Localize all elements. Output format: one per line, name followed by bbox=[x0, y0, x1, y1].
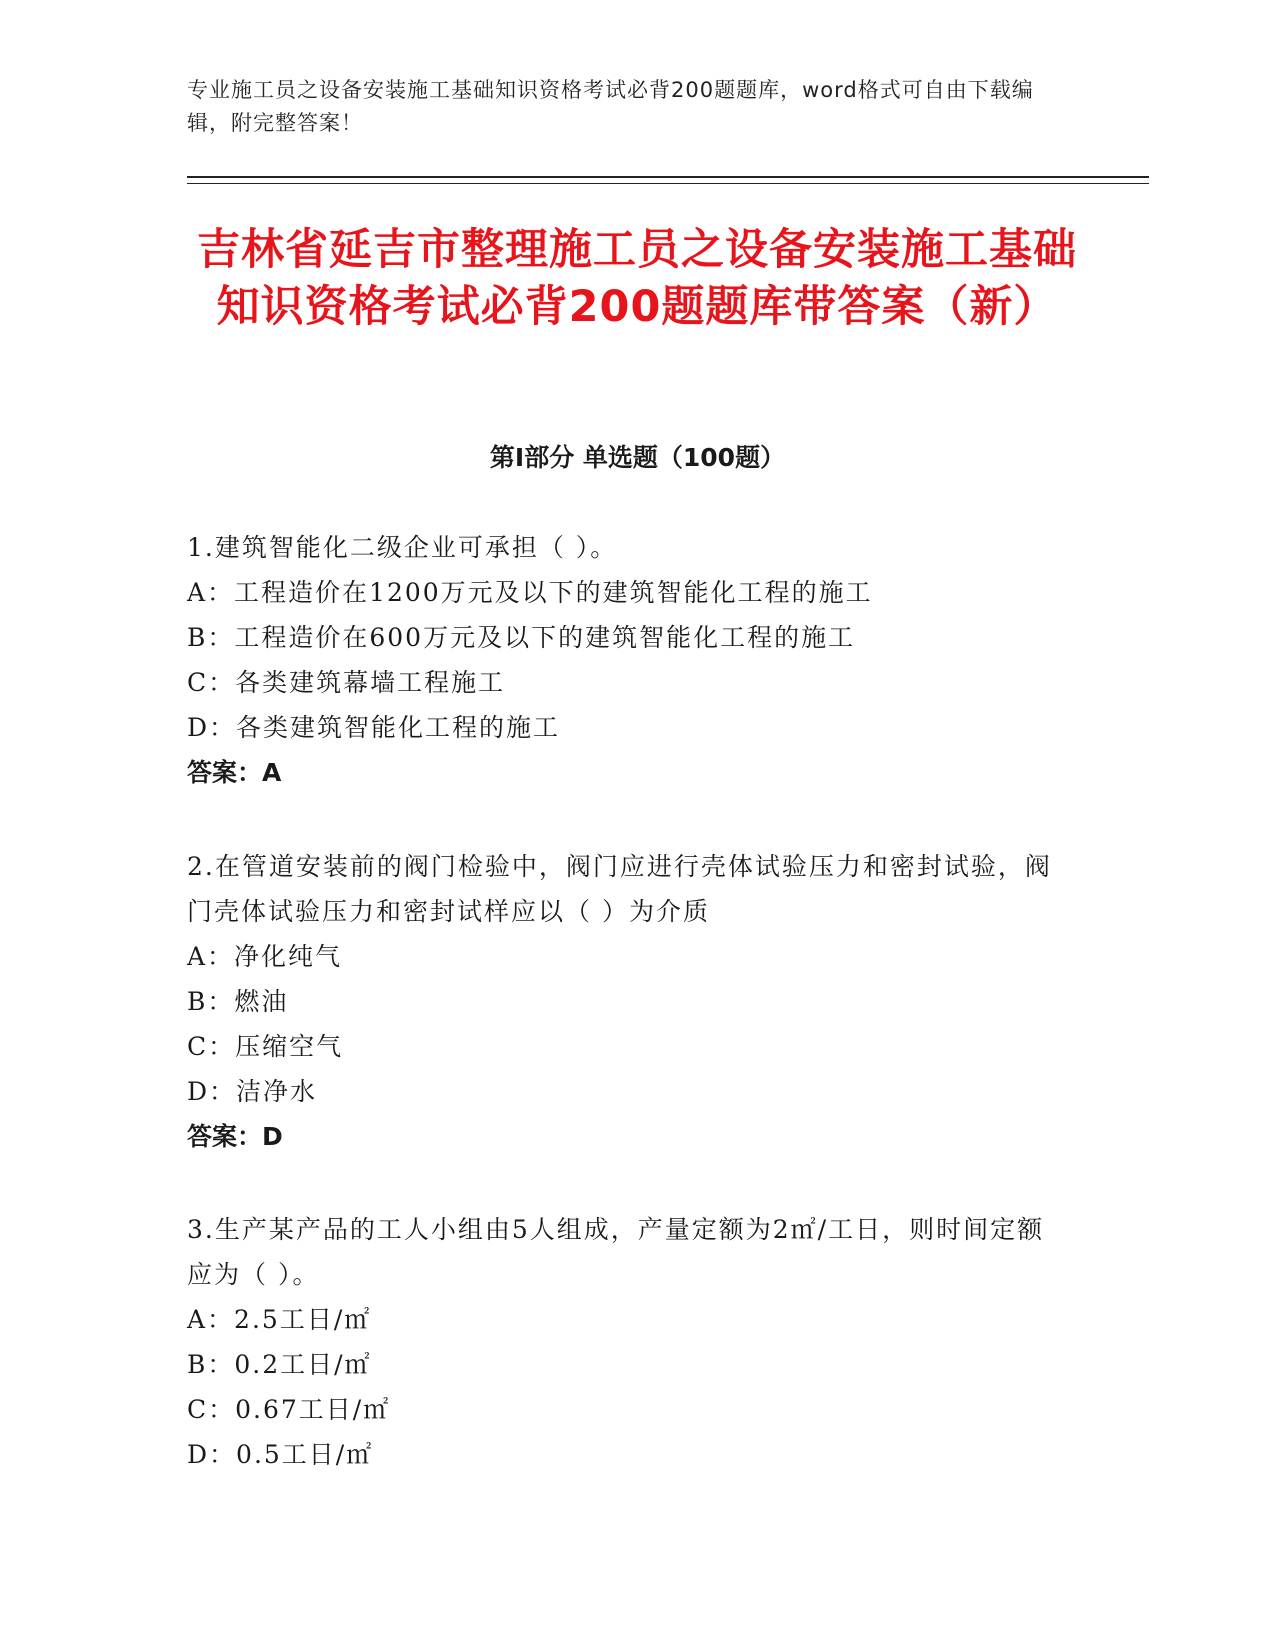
header-rule-thin bbox=[187, 183, 1149, 184]
header-rule-thick bbox=[187, 176, 1149, 178]
option-c: C：0.67工日/㎡ bbox=[187, 1395, 391, 1424]
option-b: B：工程造价在600万元及以下的建筑智能化工程的施工 bbox=[187, 623, 856, 652]
answer: 答案：A bbox=[187, 758, 282, 787]
option-a: A：2.5工日/㎡ bbox=[187, 1305, 372, 1334]
option-a: A：工程造价在1200万元及以下的建筑智能化工程的施工 bbox=[187, 578, 873, 607]
option-a: A：净化纯气 bbox=[187, 942, 343, 971]
option-b: B：0.2工日/㎡ bbox=[187, 1350, 372, 1379]
question-stem: 1.建筑智能化二级企业可承担（ ）。 bbox=[187, 533, 618, 562]
option-b: B：燃油 bbox=[187, 987, 289, 1016]
document-title: 吉林省延吉市整理施工员之设备安装施工基础知识资格考试必背200题题库带答案（新） bbox=[197, 225, 1077, 332]
header-note: 专业施工员之设备安装施工基础知识资格考试必背200题题库，word格式可自由下载编辑，附完整答案！ bbox=[187, 78, 1034, 135]
question-1 bbox=[187, 525, 1067, 795]
option-d: D：洁净水 bbox=[187, 1077, 318, 1106]
option-d: D：0.5工日/㎡ bbox=[187, 1440, 374, 1469]
section-title: 第Ⅰ部分 单选题（100题） bbox=[489, 443, 786, 472]
question-stem: 2.在管道安装前的阀门检验中，阀门应进行壳体试验压力和密封试验，阀门壳体试验压力和密封试样应以（ ）为介质 bbox=[187, 852, 1052, 926]
question-2 bbox=[187, 844, 1067, 1159]
option-d: D：各类建筑智能化工程的施工 bbox=[187, 713, 561, 742]
question-stem: 3.生产某产品的工人小组由5人组成，产量定额为2㎡/工日，则时间定额应为（ ）。 bbox=[187, 1215, 1045, 1289]
question-3 bbox=[187, 1207, 1067, 1477]
option-c: C：各类建筑幕墙工程施工 bbox=[187, 668, 506, 697]
option-c: C：压缩空气 bbox=[187, 1032, 344, 1061]
answer: 答案：D bbox=[187, 1122, 283, 1151]
